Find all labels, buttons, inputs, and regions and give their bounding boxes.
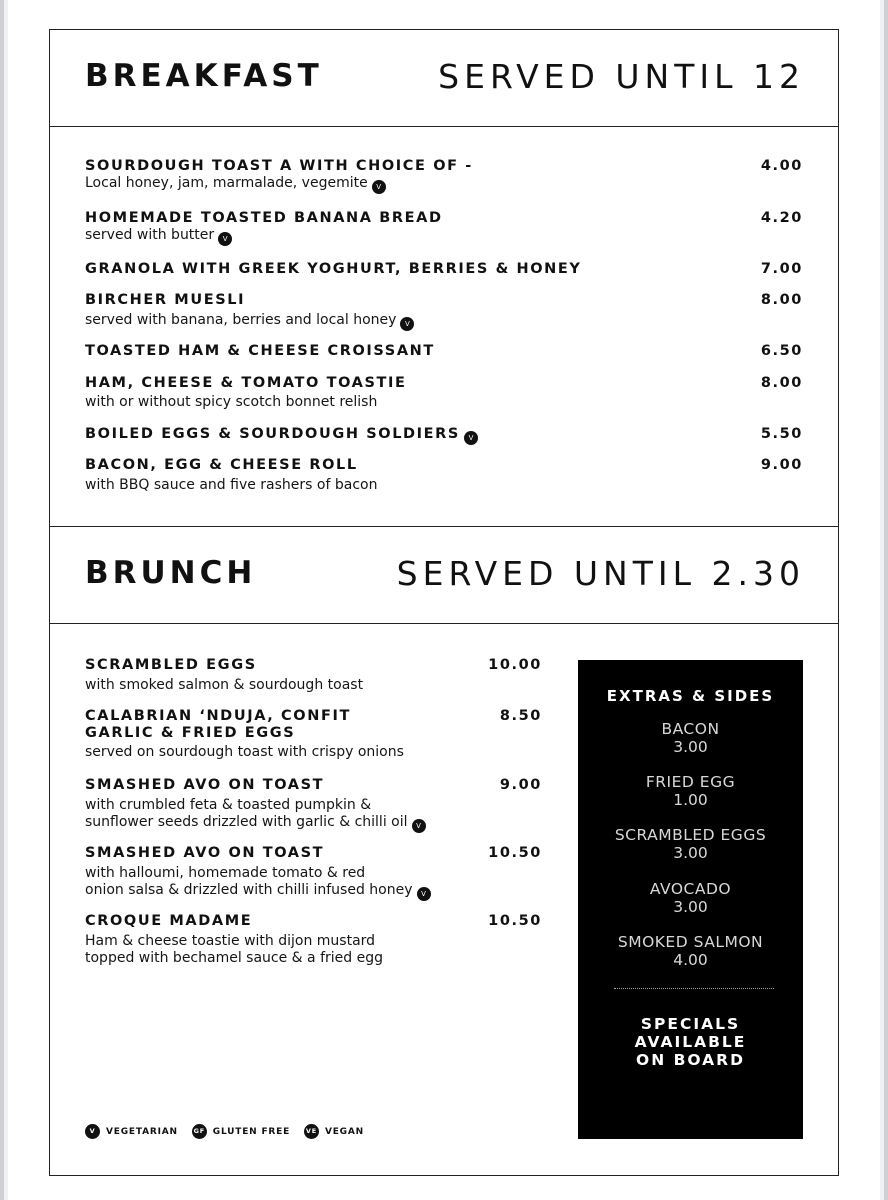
menu-item	[85, 261, 581, 278]
item-description-line2: topped with bechamel sauce & a fried egg	[85, 950, 383, 966]
extra-price: 3.00	[673, 738, 708, 756]
extras-title: EXTRAS & SIDES	[606, 687, 775, 705]
breakfast-header	[49, 29, 839, 127]
item-price: 8.00	[760, 292, 803, 308]
vegetarian-icon: V	[218, 232, 232, 246]
specials-line: ON BOARD	[636, 1051, 745, 1069]
item-description: with BBQ sauce and five rashers of bacon	[85, 477, 378, 493]
extra-name: BACON	[661, 720, 720, 738]
breakfast-served-until: SERVED UNTIL 12	[438, 57, 805, 96]
item-description-line2: onion salsa & drizzled with chilli infused honey	[85, 882, 413, 898]
brunch-header	[49, 526, 839, 624]
item-name: BOILED EGGS & SOURDOUGH SOLDIERS	[85, 426, 460, 442]
extra-price: 3.00	[673, 844, 708, 862]
item-price: 6.50	[760, 343, 803, 359]
item-name: GRANOLA WITH GREEK YOGHURT, BERRIES & HONEY	[85, 261, 582, 277]
brunch-title: BRUNCH	[85, 555, 257, 591]
extra-item	[578, 880, 803, 916]
legend-label: VEGETARIAN	[106, 1126, 178, 1137]
extra-item	[578, 773, 803, 809]
item-name: SMASHED AVO ON TOAST	[85, 845, 325, 861]
vegetarian-icon: V	[412, 819, 426, 833]
dietary-legend	[85, 1124, 374, 1140]
extra-item	[578, 826, 803, 862]
item-description-line1: with crumbled feta & toasted pumpkin &	[85, 797, 372, 813]
item-price: 8.50	[499, 708, 542, 724]
menu-item	[85, 913, 383, 967]
item-description: with or without spicy scotch bonnet relish	[85, 394, 378, 410]
item-description: served with butter	[85, 227, 215, 243]
item-description: served with banana, berries and local honey	[85, 312, 397, 328]
item-description-line1: with halloumi, homemade tomato & red	[85, 865, 366, 881]
item-name: HOMEMADE TOASTED BANANA BREAD	[85, 210, 443, 226]
item-description: with smoked salmon & sourdough toast	[85, 677, 364, 693]
item-description-line1: Ham & cheese toastie with dijon mustard	[85, 933, 376, 949]
vegetarian-icon: V	[417, 887, 431, 901]
extra-name: AVOCADO	[649, 880, 732, 898]
item-price: 9.00	[760, 457, 803, 473]
item-name: TOASTED HAM & CHEESE CROISSANT	[85, 343, 435, 359]
brunch-served-until: SERVED UNTIL 2.30	[396, 554, 805, 593]
vegetarian-icon: V	[400, 317, 414, 331]
item-price: 10.00	[488, 657, 542, 673]
breakfast-title: BREAKFAST	[85, 58, 323, 94]
menu-item	[85, 777, 426, 833]
vegetarian-icon: V	[85, 1124, 100, 1139]
item-name-line1: CALABRIAN ‘NDUJA, CONFIT	[85, 708, 351, 724]
item-name: BACON, EGG & CHEESE ROLL	[85, 457, 358, 473]
extra-item	[578, 933, 803, 969]
item-price: 8.00	[760, 375, 803, 391]
item-price: 4.20	[760, 210, 803, 226]
extra-name: FRIED EGG	[645, 773, 736, 791]
item-name-line2: GARLIC & FRIED EGGS	[85, 725, 296, 741]
item-name: SOURDOUGH TOAST A WITH CHOICE OF -	[85, 158, 473, 174]
specials-line: SPECIALS	[640, 1015, 741, 1033]
menu-item	[85, 657, 363, 694]
vegan-icon: VE	[304, 1124, 319, 1139]
menu-item	[85, 375, 407, 411]
gluten-free-icon: GF	[192, 1124, 207, 1139]
item-name: SMASHED AVO ON TOAST	[85, 777, 325, 793]
vegetarian-icon: V	[372, 180, 386, 194]
item-name: HAM, CHEESE & TOMATO TOASTIE	[85, 375, 407, 391]
menu-item	[85, 343, 435, 360]
extra-price: 4.00	[673, 951, 708, 969]
item-price: 5.50	[760, 426, 803, 442]
dotted-divider	[614, 988, 774, 989]
item-description: Local honey, jam, marmalade, vegemite	[85, 175, 368, 191]
legend-label: VEGAN	[324, 1126, 364, 1137]
extra-price: 1.00	[673, 791, 708, 809]
extra-price: 3.00	[673, 898, 708, 916]
extra-name: SCRAMBLED EGGS	[614, 826, 767, 844]
extra-name: SMOKED SALMON	[617, 933, 764, 951]
extras-sides-panel	[578, 660, 803, 1139]
legend-label: GLUTEN FREE	[212, 1126, 291, 1137]
item-price: 4.00	[760, 158, 803, 174]
item-name: SCRAMBLED EGGS	[85, 657, 257, 673]
item-name: BIRCHER MUESLI	[85, 292, 246, 308]
menu-item	[85, 292, 414, 331]
specials-line: AVAILABLE	[634, 1033, 747, 1051]
item-price: 10.50	[488, 845, 542, 861]
menu-item	[85, 158, 473, 194]
item-price: 7.00	[760, 261, 803, 277]
vegetarian-icon: V	[464, 431, 478, 445]
item-description: served on sourdough toast with crispy onions	[85, 744, 404, 760]
menu-item	[85, 708, 404, 761]
item-name: CROQUE MADAME	[85, 913, 253, 929]
menu-item	[85, 845, 431, 901]
extra-item	[578, 720, 803, 756]
menu-item	[85, 426, 478, 445]
menu-item	[85, 210, 443, 246]
item-price: 9.00	[499, 777, 542, 793]
specials-note	[578, 1015, 803, 1069]
item-description-line2: sunflower seeds drizzled with garlic & chilli oil	[85, 814, 408, 830]
menu-item	[85, 457, 377, 494]
item-price: 10.50	[488, 913, 542, 929]
